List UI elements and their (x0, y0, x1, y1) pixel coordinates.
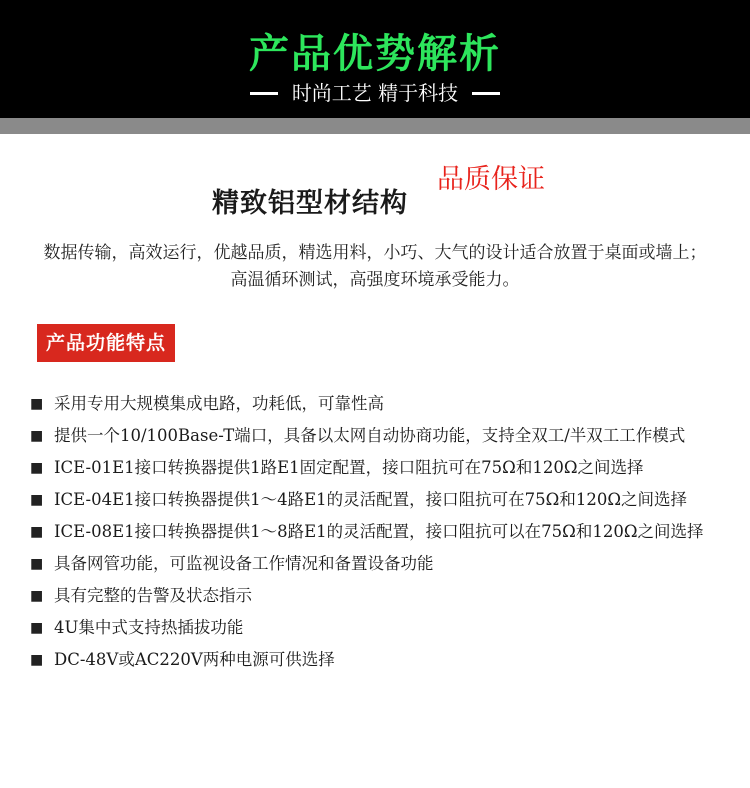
square-bullet-icon: ■ (30, 460, 44, 476)
feature-item: ■ 采用专用大规模集成电路，功耗低，可靠性高 (30, 388, 740, 420)
square-bullet-icon: ■ (30, 428, 44, 444)
square-bullet-icon: ■ (30, 556, 44, 572)
features-tag: 产品功能特点 (37, 324, 175, 362)
square-bullet-icon: ■ (30, 524, 44, 540)
square-bullet-icon: ■ (30, 652, 44, 668)
features-list (30, 388, 740, 676)
feature-item: ■ 具有完整的告警及状态指示 (30, 580, 740, 612)
feature-item: ■ ICE-04E1接口转换器提供1～4路E1的灵活配置，接口阻抗可在75Ω和120Ω之间选择 (30, 484, 740, 516)
feature-item: ■ DC-48V或AC220V两种电源可供选择 (30, 644, 740, 676)
left-dash-divider (250, 92, 278, 95)
header-bottom-band (0, 118, 750, 134)
feature-item: ■ 4U集中式支持热插拔功能 (30, 612, 740, 644)
square-bullet-icon: ■ (30, 620, 44, 636)
feature-item: ■ 提供一个10/100Base-T端口，具备以太网自动协商功能，支持全双工/半双工工作模式 (30, 420, 740, 452)
feature-item: ■ ICE-01E1接口转换器提供1路E1固定配置，接口阻抗可在75Ω和120Ω之间选择 (30, 452, 740, 484)
feature-item: ■ ICE-08E1接口转换器提供1～8路E1的灵活配置，接口阻抗可以在75Ω和120Ω之间选择 (30, 516, 740, 548)
quality-label: 品质保证 (437, 164, 545, 195)
header-subtitle: 时尚工艺 精于科技 (291, 81, 459, 105)
square-bullet-icon: ■ (30, 492, 44, 508)
feature-item: ■ 具备网管功能，可监视设备工作情况和备置设备功能 (30, 548, 740, 580)
structure-description: 数据传输，高效运行，优越品质，精选用料，小巧、大气的设计适合放置于桌面或墙上；高温循环测试，高强度环境承受能力。 (43, 243, 707, 290)
square-bullet-icon: ■ (30, 588, 44, 604)
header-banner (0, 0, 750, 118)
header-subtitle-row (0, 80, 750, 106)
square-bullet-icon: ■ (30, 396, 44, 412)
structure-title: 精致铝型材结构 (212, 188, 408, 219)
right-dash-divider (472, 92, 500, 95)
page-title: 产品优势解析 (249, 31, 501, 77)
